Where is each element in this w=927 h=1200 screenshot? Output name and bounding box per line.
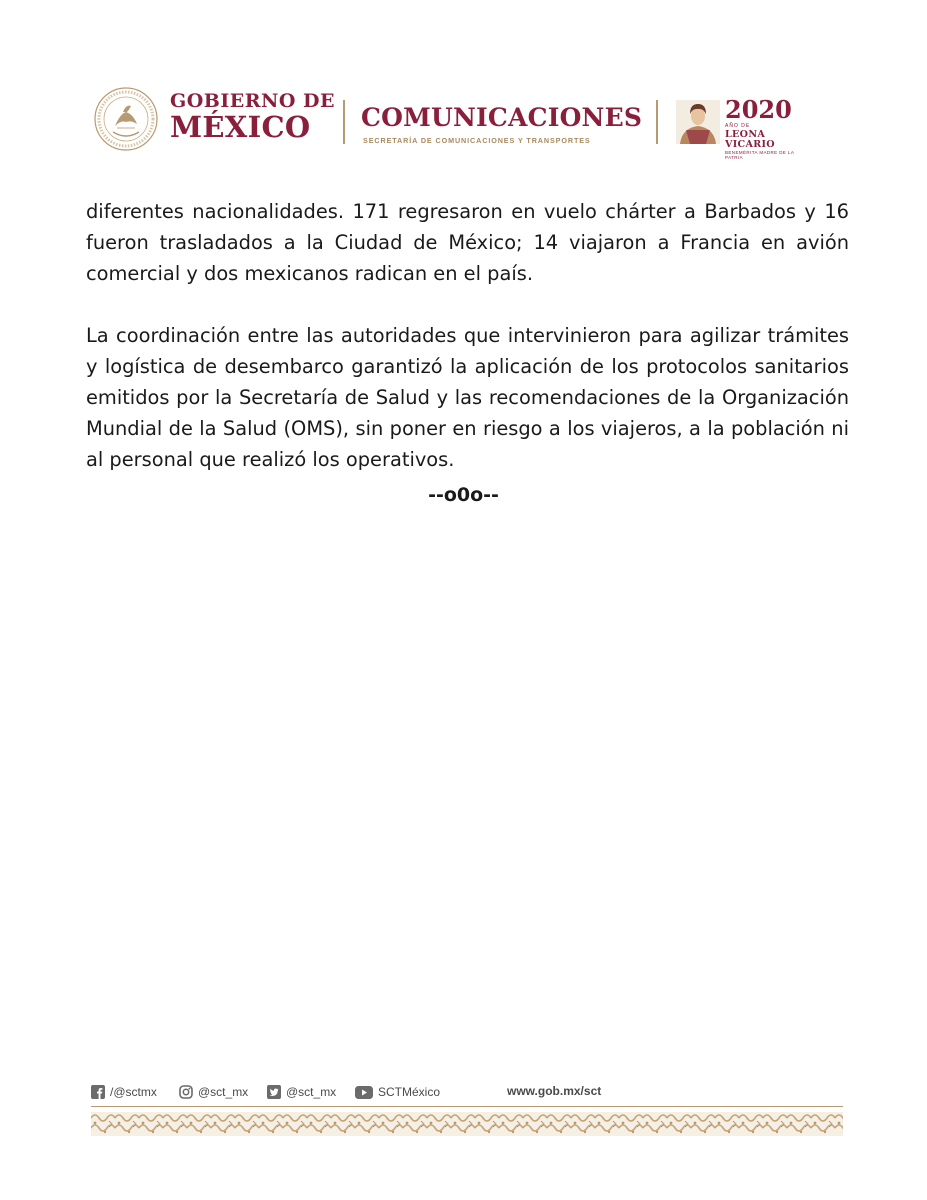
honoree-name: LEONA VICARIO: [725, 129, 775, 150]
gov-line1: GOBIERNO DE: [170, 90, 335, 112]
instagram-link[interactable]: [179, 1082, 248, 1102]
youtube-link[interactable]: [355, 1082, 440, 1102]
decorative-pattern-border: [91, 1112, 843, 1136]
leona-vicario-portrait-icon: [676, 100, 720, 144]
youtube-icon: [355, 1086, 373, 1099]
department-wordmark: [361, 105, 642, 145]
department-name: COMUNICACIONES: [361, 103, 643, 132]
facebook-handle: /@sctmx: [110, 1085, 157, 1099]
paragraph: La coordinación entre las autoridades que intervinieron para agilizar trámites y logística de desembarco garantizó la aplicación de los protocolos sanitarios emitidos por la Secretaría de Salud y las recomendaciones de la Organización Mundial de la Salud (OMS), sin poner en riesgo a los viajeros, a la población ni al personal que realizó los operativos.: [86, 324, 849, 471]
year-badge: [725, 95, 813, 161]
government-wordmark: [170, 92, 335, 142]
twitter-link[interactable]: [267, 1082, 336, 1102]
national-seal-logo: [93, 84, 159, 154]
website-link[interactable]: www.gob.mx/sct: [507, 1084, 602, 1098]
facebook-link[interactable]: [91, 1082, 157, 1102]
facebook-icon: [91, 1085, 105, 1099]
header-divider: [656, 100, 658, 144]
instagram-handle: @sct_mx: [198, 1085, 249, 1099]
closing-mark: --o0o--: [428, 484, 499, 506]
department-subtitle: SECRETARÍA DE COMUNICACIONES Y TRANSPORTES: [363, 136, 591, 145]
honoree-motto: BENEMÉRITA MADRE DE LA PATRIA: [725, 150, 794, 161]
footer: [91, 1082, 843, 1142]
letterhead: [93, 84, 813, 161]
year: 2020: [725, 95, 792, 124]
instagram-icon: [179, 1085, 193, 1099]
gov-line2: MÉXICO: [170, 110, 311, 144]
twitter-icon: [267, 1085, 281, 1099]
twitter-handle: @sct_mx: [286, 1085, 337, 1099]
press-release-body: [86, 196, 849, 475]
paragraph: diferentes nacionalidades. 171 regresaron en vuelo chárter a Barbados y 16 fueron trasladados a la Ciudad de México; 14 viajaron a Francia en avión comercial y dos mexicanos radican en el país.: [86, 200, 849, 285]
header-divider: [343, 100, 345, 144]
footer-divider: [91, 1106, 843, 1107]
year-caption: AÑO DE: [725, 123, 751, 129]
youtube-channel: SCTMéxico: [378, 1085, 441, 1099]
